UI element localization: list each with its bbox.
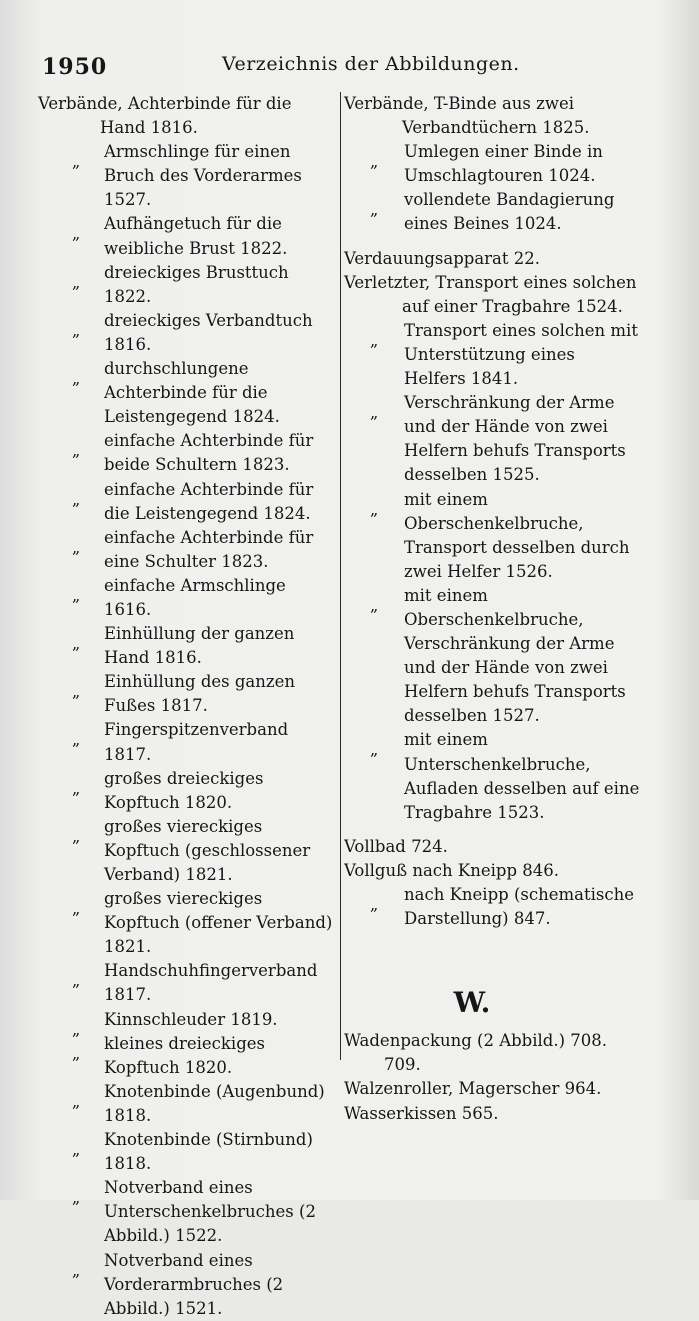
- ditto-mark: „: [72, 1140, 81, 1160]
- ditto-mark: „: [370, 152, 379, 172]
- entry-text: Transport eines solchen mit Unterstützung eines Helfers 1841.: [404, 320, 638, 389]
- ditto-mark: „: [72, 899, 81, 919]
- column-divider: [340, 92, 341, 1060]
- entry-text: vollendete Bandagierung eines Beines 1024.: [404, 190, 615, 234]
- index-entry: [344, 1077, 640, 1101]
- entry-text: einfache Achterbinde für eine Schulter 1823.: [104, 527, 314, 571]
- ditto-mark: „: [72, 1019, 81, 1039]
- index-entry: [344, 859, 640, 883]
- ditto-mark: „: [370, 330, 379, 350]
- index-subentry: [344, 391, 640, 487]
- entry-text: mit einem Oberschenkelbruche, Transport desselben durch zwei Helfer 1526.: [404, 489, 630, 581]
- index-subentry: [344, 488, 640, 584]
- entry-text: Verdauungsapparat 22.: [344, 248, 541, 268]
- index-subentry: [38, 261, 336, 309]
- ditto-mark: „: [370, 403, 379, 423]
- index-subentry: [344, 319, 640, 391]
- index-subentry: [344, 188, 640, 236]
- index-subentry: [38, 815, 336, 887]
- ditto-mark: „: [370, 499, 379, 519]
- spacer: [344, 825, 640, 835]
- entry-text: Verbände, T-Binde aus zwei Verbandtüchern 1825.: [344, 94, 590, 138]
- entry-text: einfache Achterbinde für die Leistengegend 1824.: [104, 479, 314, 523]
- ditto-mark: „: [72, 152, 81, 172]
- index-entry: [344, 247, 640, 271]
- index-subentry: [38, 357, 336, 429]
- index-entry: [344, 1029, 640, 1077]
- index-subentry: [38, 309, 336, 357]
- ditto-mark: „: [370, 740, 379, 760]
- index-entry: [344, 271, 640, 319]
- index-subentry: [38, 718, 336, 766]
- ditto-mark: „: [72, 1260, 81, 1280]
- index-subentry: [344, 728, 640, 824]
- entry-text: Fingerspitzenverband 1817.: [104, 720, 289, 764]
- ditto-mark: „: [72, 441, 81, 461]
- index-entry: [344, 835, 640, 859]
- entry-text: Wasserkissen 565.: [344, 1103, 499, 1123]
- index-entry: [38, 92, 336, 140]
- entry-text: Kinnschleuder 1819.: [104, 1009, 278, 1029]
- entry-text: Verletzter, Transport eines solchen auf einer Tragbahre 1524.: [344, 272, 637, 316]
- index-subentry: [38, 478, 336, 526]
- entry-text: Wadenpackung (2 Abbild.) 708. 709.: [344, 1031, 608, 1075]
- ditto-mark: „: [72, 272, 81, 292]
- left-column: [38, 92, 336, 1321]
- entry-text: einfache Armschlinge 1616.: [104, 575, 286, 619]
- entry-text: Verschränkung der Arme und der Hände von zwei Helfern behufs Transports desselben 1525.: [404, 393, 626, 485]
- entry-text: Einhüllung des ganzen Fußes 1817.: [104, 672, 295, 716]
- ditto-mark: „: [72, 1091, 81, 1111]
- index-subentry: [344, 140, 640, 188]
- ditto-mark: „: [72, 778, 81, 798]
- entry-text: Verbände, Achterbinde für die Hand 1816.: [38, 94, 292, 138]
- entry-text: durchschlungene Achterbinde für die Leistengegend 1824.: [104, 359, 280, 427]
- index-subentry: [38, 526, 336, 574]
- entry-text: dreieckiges Brusttuch 1822.: [104, 262, 289, 306]
- entry-text: mit einem Unterschenkelbruche, Aufladen desselben auf eine Tragbahre 1523.: [404, 730, 640, 822]
- entry-text: Umlegen einer Binde in Umschlagtouren 1024.: [404, 142, 603, 186]
- entry-text: Knotenbinde (Augenbund) 1818.: [104, 1081, 325, 1125]
- ditto-mark: „: [72, 1188, 81, 1208]
- entry-text: Vollbad 724.: [344, 836, 448, 856]
- ditto-mark: „: [72, 682, 81, 702]
- running-title: Verzeichnis der Abbildungen.: [222, 53, 520, 75]
- entry-text: großes viereckiges Kopftuch (offener Verband) 1821.: [104, 889, 333, 957]
- ditto-mark: „: [370, 200, 379, 220]
- index-subentry: [38, 1176, 336, 1248]
- index-subentry: [38, 959, 336, 1007]
- ditto-mark: „: [72, 320, 81, 340]
- entry-text: Aufhängetuch für die weibliche Brust 1822.: [104, 214, 288, 258]
- ditto-mark: „: [72, 224, 81, 244]
- entry-text: Knotenbinde (Stirnbund) 1818.: [104, 1130, 313, 1174]
- entry-text: Walzenroller, Magerscher 964.: [344, 1079, 602, 1099]
- entry-text: mit einem Oberschenkelbruche, Verschränkung der Arme und der Hände von zwei Helfern behufs Transports desselben 1527.: [404, 585, 626, 726]
- ditto-mark: „: [72, 634, 81, 654]
- ditto-mark: „: [72, 826, 81, 846]
- entry-text: Vollguß nach Kneipp 846.: [344, 860, 560, 880]
- index-subentry: [38, 767, 336, 815]
- index-subentry: [38, 1128, 336, 1176]
- index-entry: [344, 92, 640, 140]
- entry-text: großes viereckiges Kopftuch (geschlossener Verband) 1821.: [104, 816, 311, 884]
- index-subentry: [344, 883, 640, 931]
- index-subentry: [38, 1249, 336, 1321]
- entry-text: großes dreieckiges Kopftuch 1820.: [104, 768, 264, 812]
- index-entry: [344, 1102, 640, 1126]
- entry-text: einfache Achterbinde für beide Schultern 1823.: [104, 431, 314, 475]
- section-letter-heading: W.: [453, 986, 491, 1020]
- right-column: [344, 92, 640, 1126]
- index-subentry: [38, 622, 336, 670]
- ditto-mark: „: [72, 1043, 81, 1063]
- index-subentry: [38, 212, 336, 260]
- ditto-mark: „: [370, 895, 379, 914]
- index-subentry: [38, 429, 336, 477]
- index-subentry: [344, 584, 640, 729]
- spacer: [344, 237, 640, 247]
- entry-text: kleines dreieckiges Kopftuch 1820.: [104, 1033, 265, 1077]
- page-number: 1950: [42, 54, 108, 80]
- entry-text: nach Kneipp (schematische Darstellung) 847.: [404, 885, 634, 929]
- ditto-mark: „: [72, 730, 81, 750]
- entry-text: Einhüllung der ganzen Hand 1816.: [104, 624, 295, 668]
- index-subentry: [38, 887, 336, 959]
- ditto-mark: „: [72, 971, 81, 991]
- ditto-mark: „: [72, 537, 81, 557]
- index-subentry: [38, 140, 336, 212]
- entry-text: dreieckiges Verbandtuch 1816.: [104, 310, 313, 354]
- index-subentry: [38, 1032, 336, 1080]
- entry-text: Notverband eines Vorderarmbruches (2 Abbild.) 1521.: [104, 1250, 284, 1318]
- ditto-mark: „: [72, 369, 81, 389]
- index-subentry: [38, 1080, 336, 1128]
- ditto-mark: „: [72, 585, 81, 605]
- entry-text: Handschuhfingerverband 1817.: [104, 961, 318, 1005]
- index-subentry: [38, 1008, 336, 1039]
- ditto-mark: „: [370, 595, 379, 615]
- index-subentry: [38, 670, 336, 718]
- entry-text: Armschlinge für einen Bruch des Vorderarmes 1527.: [104, 142, 302, 210]
- ditto-mark: „: [72, 489, 81, 509]
- index-subentry: [38, 574, 336, 622]
- entry-text: Notverband eines Unterschenkelbruches (2 Abbild.) 1522.: [104, 1178, 316, 1246]
